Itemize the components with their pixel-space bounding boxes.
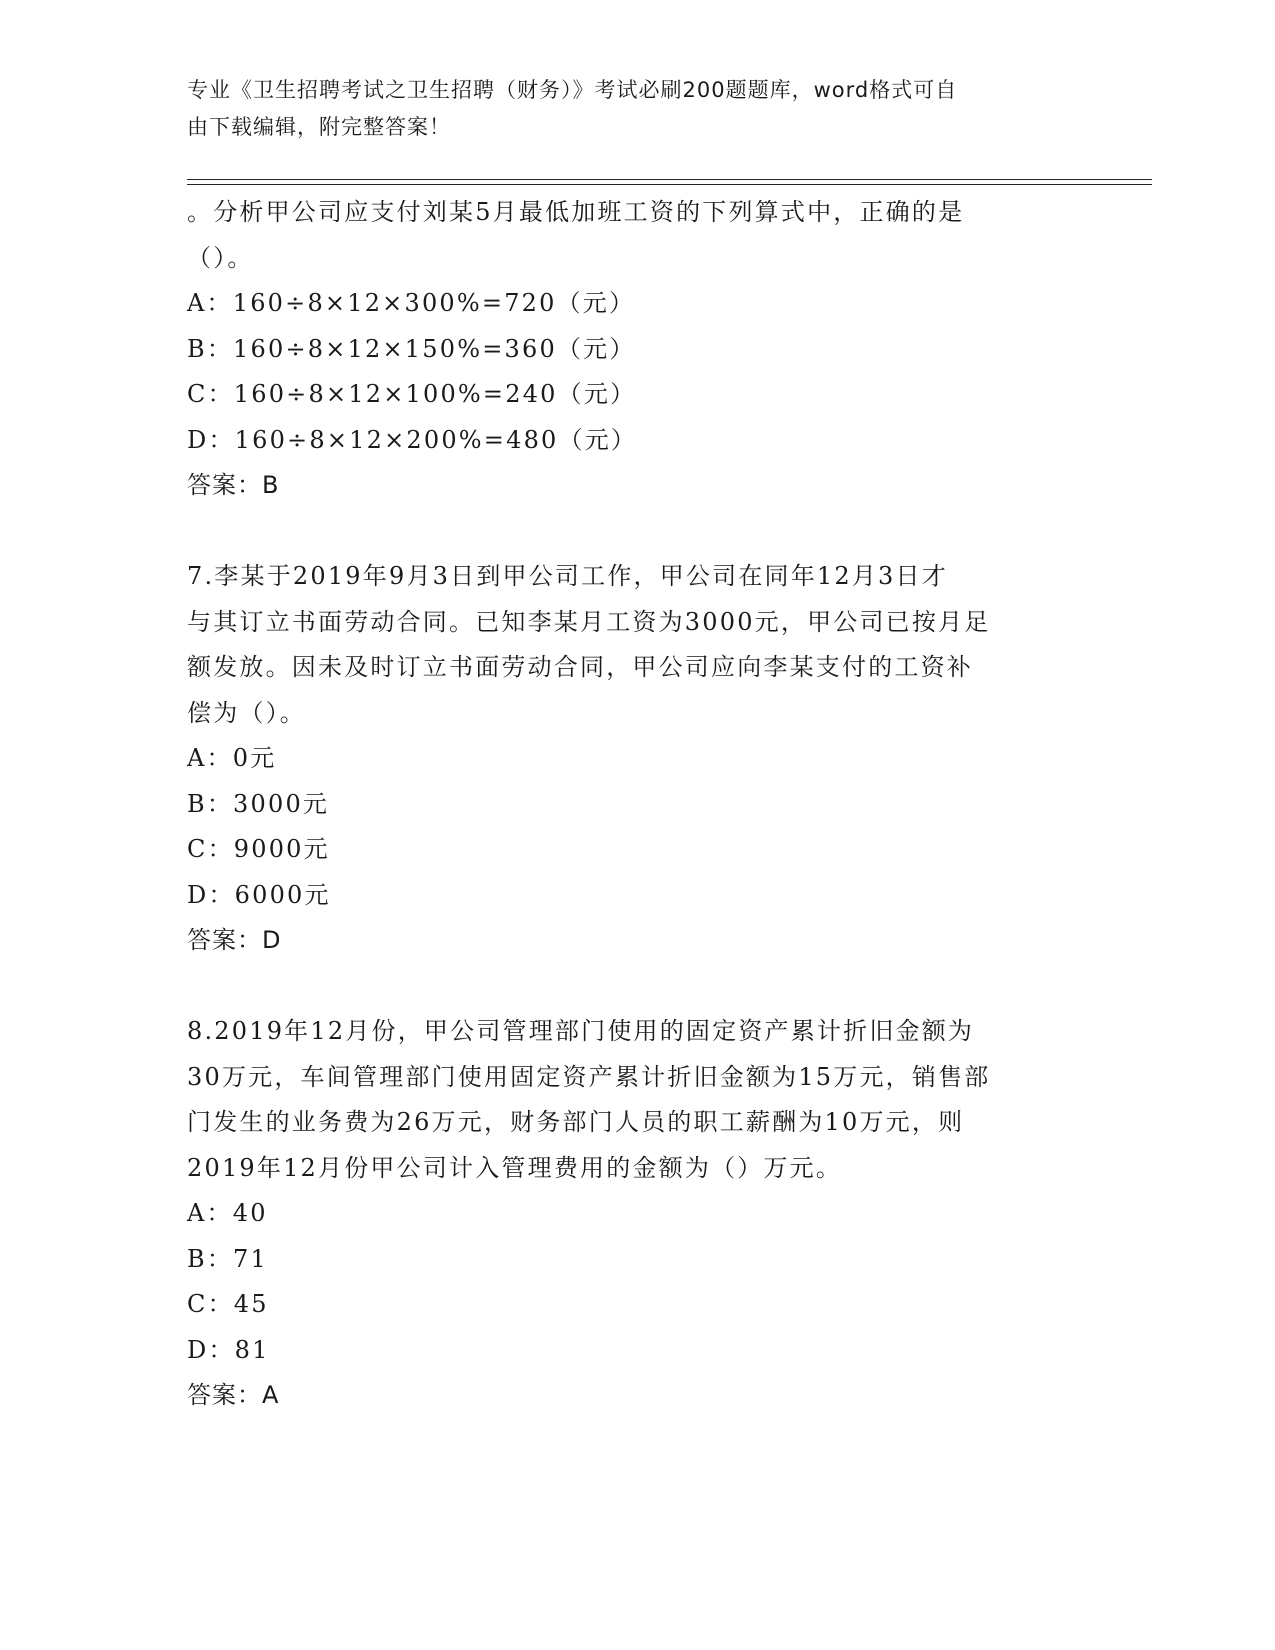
option-c: C：45	[187, 1290, 269, 1318]
option-b: B：160÷8×12×150%=360（元）	[187, 334, 636, 363]
option-d: D：81	[187, 1335, 270, 1364]
option-c: C：160÷8×12×100%=240（元）	[187, 380, 637, 408]
answer-line: 答案：D	[187, 926, 282, 954]
question-stem-line: 与其订立书面劳动合同。已知李某月工资为3000元，甲公司已按月足	[187, 607, 991, 636]
question-stem-line: 7.李某于2019年9月3日到甲公司工作，甲公司在同年12月3日才	[187, 562, 948, 590]
question-spacer	[187, 509, 1087, 555]
question-stem-line: 8.2019年12月份，甲公司管理部门使用的固定资产累计折旧金额为	[187, 1017, 975, 1045]
question-spacer	[187, 964, 1087, 1010]
answer-line: 答案：B	[187, 471, 280, 499]
question-6	[187, 190, 1087, 509]
header-line-1: 专业《卫生招聘考试之卫生招聘（财务）》考试必刷200题题库，word格式可自	[187, 78, 958, 102]
question-stem-line: 30万元，车间管理部门使用固定资产累计折旧金额为15万元，销售部	[187, 1062, 991, 1091]
option-a: A：0元	[187, 744, 277, 772]
document-header	[187, 72, 1067, 146]
option-b: B：71	[187, 1244, 268, 1273]
header-line-2: 由下载编辑，附完整答案！	[187, 115, 451, 139]
question-stem-line: 偿为（）。	[187, 698, 306, 727]
question-stem-line: 门发生的业务费为26万元，财务部门人员的职工薪酬为10万元，则	[187, 1108, 965, 1136]
question-list	[187, 190, 1087, 1419]
option-c: C：9000元	[187, 835, 330, 863]
question-8	[187, 1009, 1087, 1419]
question-stem-line: （）。	[187, 243, 254, 272]
question-stem-line: 。分析甲公司应支付刘某5月最低加班工资的下列算式中，正确的是	[187, 198, 965, 226]
option-b: B：3000元	[187, 789, 330, 818]
header-divider-bottom	[187, 184, 1152, 185]
answer-line: 答案：A	[187, 1381, 280, 1409]
header-divider-top	[187, 179, 1152, 180]
question-stem-line: 额发放。因未及时订立书面劳动合同，甲公司应向李某支付的工资补	[187, 653, 973, 681]
question-7	[187, 554, 1087, 964]
option-d: D：6000元	[187, 880, 331, 909]
option-d: D：160÷8×12×200%=480（元）	[187, 425, 638, 454]
question-stem-line: 2019年12月份甲公司计入管理费用的金额为（）万元。	[187, 1153, 843, 1182]
option-a: A：40	[187, 1199, 268, 1227]
option-a: A：160÷8×12×300%=720（元）	[187, 289, 636, 317]
